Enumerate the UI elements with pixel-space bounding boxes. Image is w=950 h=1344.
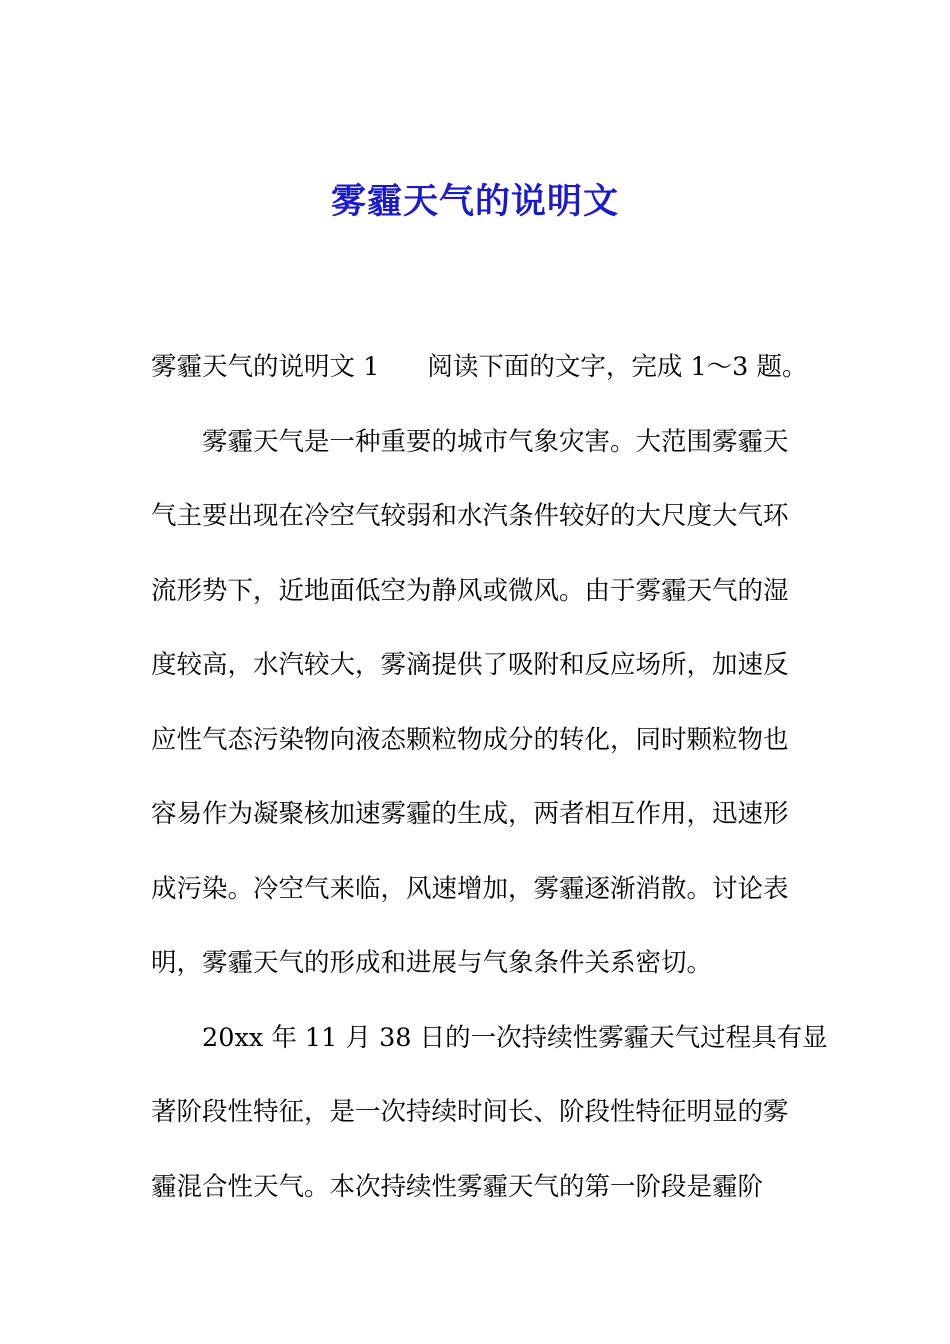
intro-instruction: 阅读下面的文字，完成 1～3 题。 — [427, 352, 808, 382]
paragraph-1-line: 容易作为凝聚核加速雾霾的生成，两者相互作用，迅速形 — [151, 799, 789, 829]
document-title: 雾霾天气的说明文 — [330, 181, 619, 222]
paragraph-2-line: 霾混合性天气。本次持续性雾霾天气的第一阶段是霾阶 — [151, 1171, 764, 1202]
paragraph-1-line: 明，雾霾天气的形成和进展与气象条件关系密切。 — [151, 948, 713, 978]
paragraph-1-line: 流形势下，近地面低空为静风或微风。由于雾霾天气的湿 — [151, 575, 789, 606]
paragraph-2-line: 著阶段性特征，是一次持续时间长、阶段性特征明显的雾 — [151, 1097, 789, 1127]
paragraph-1-line: 气主要出现在冷空气较弱和水汽条件较好的大尺度大气环 — [151, 501, 789, 531]
paragraph-1-line: 成污染。冷空气来临，风速增加，雾霾逐渐消散。讨论表 — [151, 873, 789, 904]
paragraph-1-line: 应性气态污染物向液态颗粒物成分的转化，同时颗粒物也 — [151, 724, 789, 755]
paragraph-2-line: 20xx 年 11 月 38 日的一次持续性雾霾天气过程具有显 — [202, 1022, 828, 1053]
paragraph-1-line: 度较高，水汽较大，雾滴提供了吸附和反应场所，加速反 — [151, 650, 789, 680]
intro-heading: 雾霾天气的说明文 1 — [151, 352, 380, 382]
intro-line — [151, 330, 808, 405]
document-body — [151, 330, 828, 1224]
paragraph-1-line: 雾霾天气是一种重要的城市气象灾害。大范围雾霾天 — [202, 426, 789, 457]
